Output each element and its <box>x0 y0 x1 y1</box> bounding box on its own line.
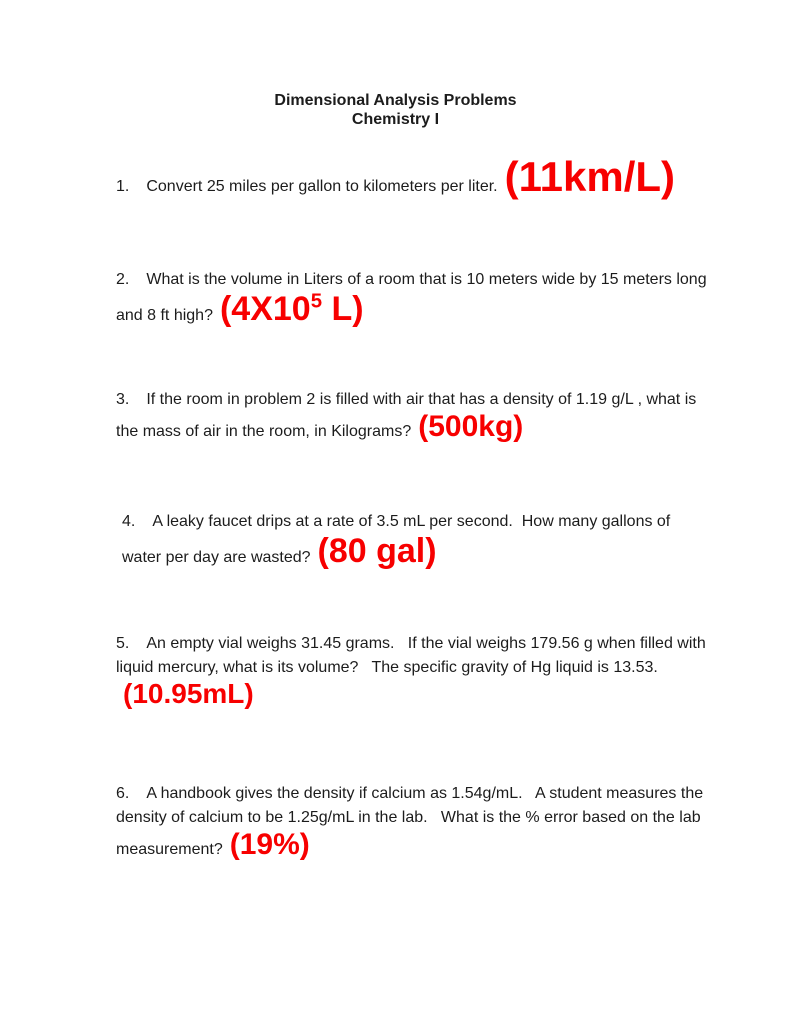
problem-answer: (500kg) <box>418 410 524 443</box>
problem-3 <box>116 388 708 444</box>
problem-answer: (10.95mL) <box>123 678 254 709</box>
problem-text: A leaky faucet drips at a rate of 3.5 mL per second. How many gallons of water per day are wasted? <box>122 513 675 566</box>
problem-text: If the room in problem 2 is filled with air that has a density of 1.19 g/L , what is the mass of air in the room, in Kilograms? <box>116 391 701 440</box>
problem-text: Convert 25 miles per gallon to kilometers per liter. <box>146 178 498 195</box>
problem-text: What is the volume in Liters of a room that is 10 meters wide by 15 meters long and 8 ft high? <box>116 271 712 324</box>
answer-exponent: 5 <box>310 290 323 313</box>
problem-4 <box>122 510 708 570</box>
problem-number: 1. <box>116 178 130 195</box>
answer-post: L) <box>322 290 364 328</box>
problem-6 <box>116 782 708 862</box>
problem-1 <box>116 153 708 200</box>
problem-2 <box>116 268 712 328</box>
problem-number: 2. <box>116 271 130 288</box>
problem-number: 6. <box>116 785 130 802</box>
problem-answer <box>220 290 364 328</box>
problem-5 <box>116 632 711 711</box>
answer-pre: (4X10 <box>219 290 311 328</box>
problem-answer: (19%) <box>229 828 310 861</box>
problem-number: 3. <box>116 391 130 408</box>
problem-text: An empty vial weighs 31.45 grams. If the vial weighs 179.56 g when filled with liquid mercury, what is its volume? The specific gravity of Hg liquid is 13.53. <box>116 635 711 676</box>
document-title <box>0 91 791 129</box>
problem-answer: (80 gal) <box>317 532 437 570</box>
problem-number: 4. <box>122 513 136 530</box>
problem-text: A handbook gives the density if calcium as 1.54g/mL. A student measures the density of calcium to be 1.25g/mL in the lab. What is the % error based on the lab measurement? <box>116 785 708 858</box>
title-line-1: Dimensional Analysis Problems <box>274 92 517 109</box>
problem-answer: (11km/L) <box>504 153 676 200</box>
title-line-2: Chemistry I <box>351 111 440 128</box>
problem-number: 5. <box>116 635 130 652</box>
